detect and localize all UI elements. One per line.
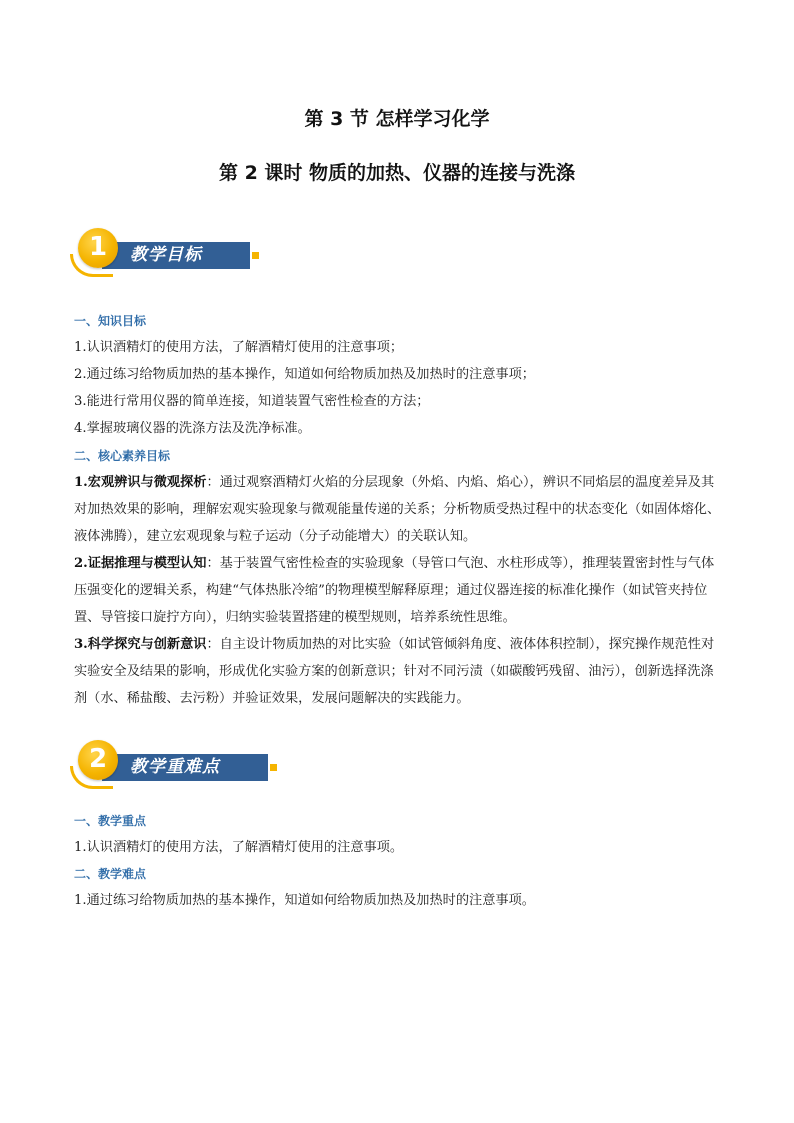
core-item-1-title: 1.宏观辨识与微观探析: [74, 475, 207, 490]
knowledge-heading: 一、知识目标: [74, 314, 147, 328]
core-item-2-title: 2.证据推理与模型认知: [74, 556, 207, 571]
core-item-3-title: 3.科学探究与创新意识: [74, 637, 207, 652]
core-item-1: [74, 469, 722, 550]
lesson-subtitle: 第 2 课时 物质的加热、仪器的连接与洗涤: [218, 162, 576, 184]
core-heading: 二、核心素养目标: [74, 449, 171, 463]
knowledge-item: 3.能进行常用仪器的简单连接，知道装置气密性检查的方法；: [74, 394, 430, 409]
knowledge-item: 2.通过练习给物质加热的基本操作，知道如何给物质加热及加热时的注意事项；: [74, 367, 535, 382]
square-decoration: [252, 252, 259, 259]
key-points-heading: 一、教学重点: [74, 814, 147, 828]
number-badge-text: 2: [88, 744, 108, 774]
difficult-points-heading: 二、教学难点: [74, 867, 147, 881]
banner-label: 教学目标: [130, 245, 202, 265]
section-banner-key-points: [58, 740, 298, 796]
core-item-2: [74, 550, 722, 631]
core-item-3: [74, 631, 722, 712]
knowledge-item: 1.认识酒精灯的使用方法，了解酒精灯使用的注意事项；: [74, 340, 404, 355]
knowledge-item: 4.掌握玻璃仪器的洗涤方法及洗净标准。: [74, 421, 311, 436]
square-decoration: [270, 764, 277, 771]
difficult-point-item: 1.通过练习给物质加热的基本操作，知道如何给物质加热及加热时的注意事项。: [74, 893, 535, 908]
key-point-item: 1.认识酒精灯的使用方法，了解酒精灯使用的注意事项。: [74, 840, 404, 855]
core-item-2-text: ：基于装置气密性检查的实验现象（导管口气泡、水柱形成等），推理装置密封性与气体压强变化的逻辑关系，构建“气体热胀冷缩”的物理模型解释原理；通过仪器连接的标准化操作（如试管夹持位置、导管接口旋拧方向），归纳实验装置搭建的模型规则，培养系统性思维。: [74, 556, 715, 625]
core-item-3-text: ：自主设计物质加热的对比实验（如试管倾斜角度、液体体积控制），探究操作规范性对实验安全及结果的影响，形成优化实验方案的创新意识；针对不同污渍（如碳酸钙残留、油污），创新选择洗涤剂（水、稀盐酸、去污粉）并验证效果，发展问题解决的实践能力。: [74, 637, 715, 706]
page-title: 第 3 节 怎样学习化学: [304, 108, 490, 130]
banner-label: 教学重难点: [130, 757, 220, 777]
core-item-1-text: ：通过观察酒精灯火焰的分层现象（外焰、内焰、焰心），辨识不同焰层的温度差异及其对加热效果的影响，理解宏观实验现象与微观能量传递的关系；分析物质受热过程中的状态变化（如固体熔化、液体沸腾），建立宏观现象与粒子运动（分子动能增大）的关联认知。: [74, 475, 721, 544]
number-badge-text: 1: [88, 232, 108, 262]
section-banner-objectives: [58, 228, 278, 284]
